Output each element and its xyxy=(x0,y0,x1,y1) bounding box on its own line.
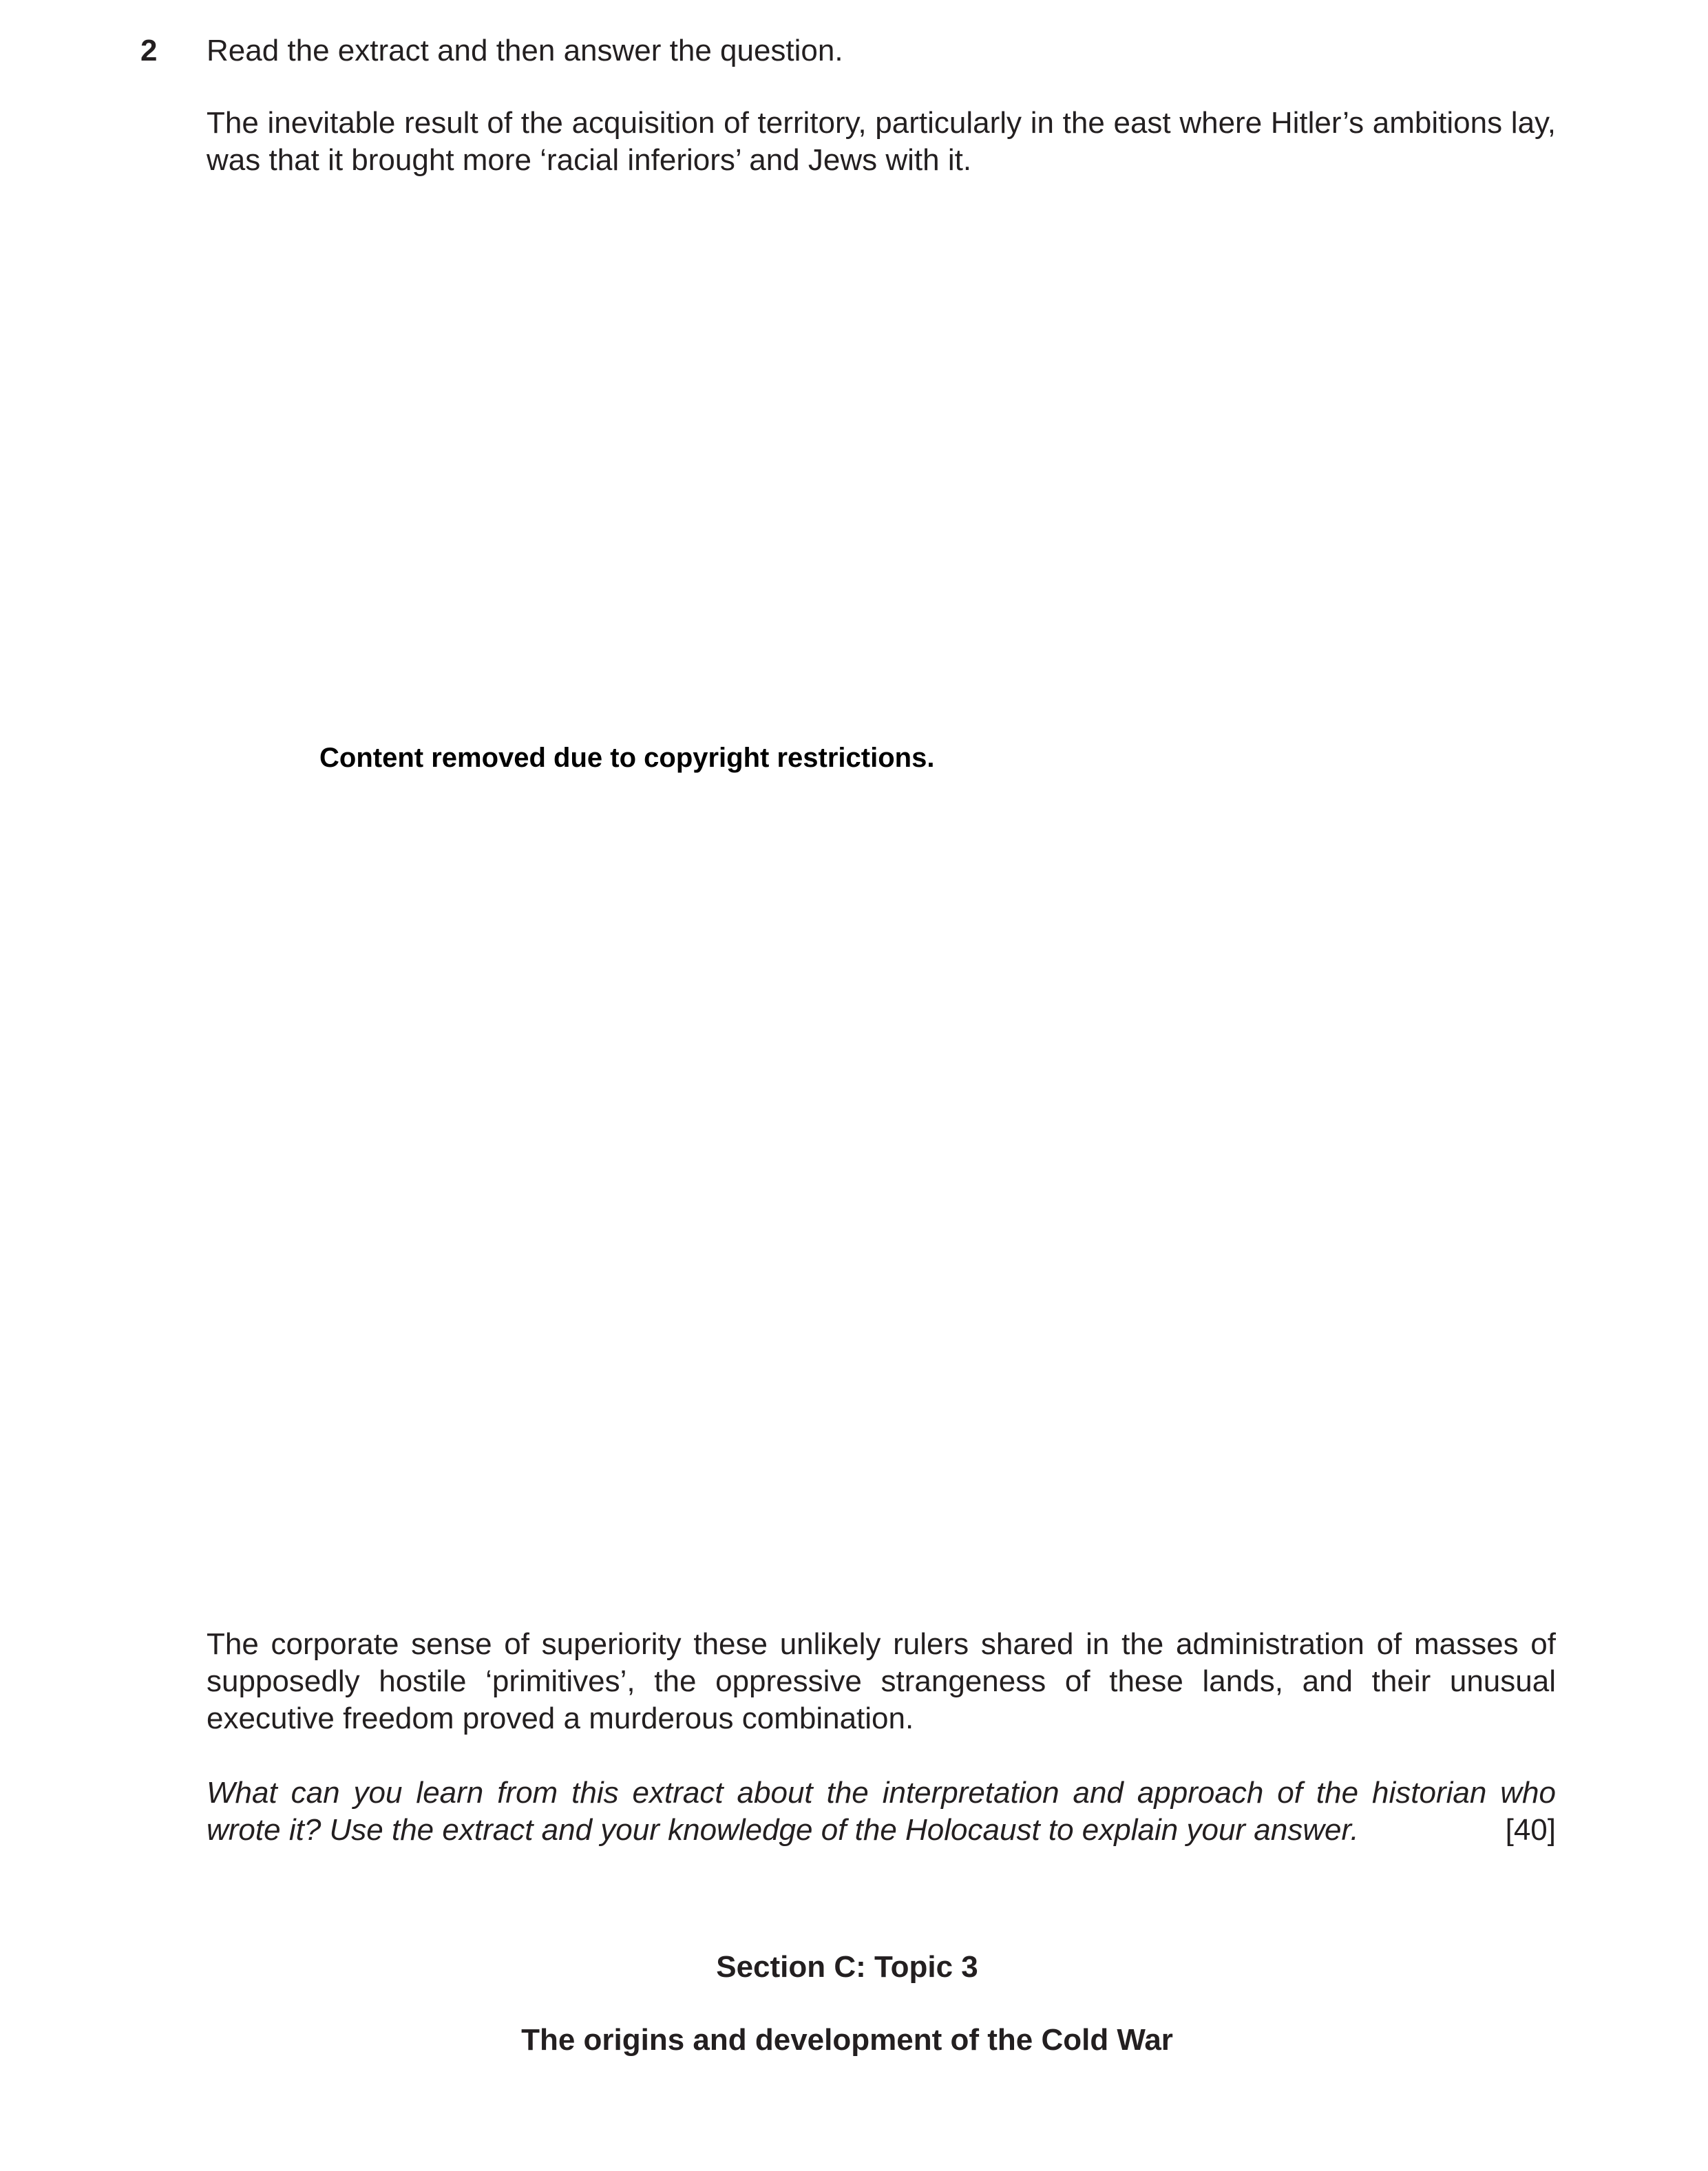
section-topic-title: The origins and development of the Cold War xyxy=(521,2023,1173,2057)
question-prompt: What can you learn from this extract about the interpretation and approach of the historian who wrote it? Use the extract and your knowledge of the Holocaust to explain your answer. xyxy=(207,1776,1556,1847)
question-marks: [40] xyxy=(1505,1813,1556,1847)
extract-opening-paragraph: The inevitable result of the acquisition of territory, particularly in the east where Hitler’s ambitions lay, was that it brought more ‘racial inferiors’ and Jews with it. xyxy=(207,106,1556,177)
extract-closing-paragraph: The corporate sense of superiority these unlikely rulers shared in the administration of masses of supposedly hostile ‘primitives’, the oppressive strangeness of these lands, and their unusual executive freedom proved a murderous combination. xyxy=(207,1627,1556,1735)
copyright-removed-notice: Content removed due to copyright restrictions. xyxy=(319,743,935,773)
question-number: 2 xyxy=(140,34,158,67)
section-heading: Section C: Topic 3 xyxy=(716,1950,978,1984)
question-instruction: Read the extract and then answer the question. xyxy=(207,34,843,67)
